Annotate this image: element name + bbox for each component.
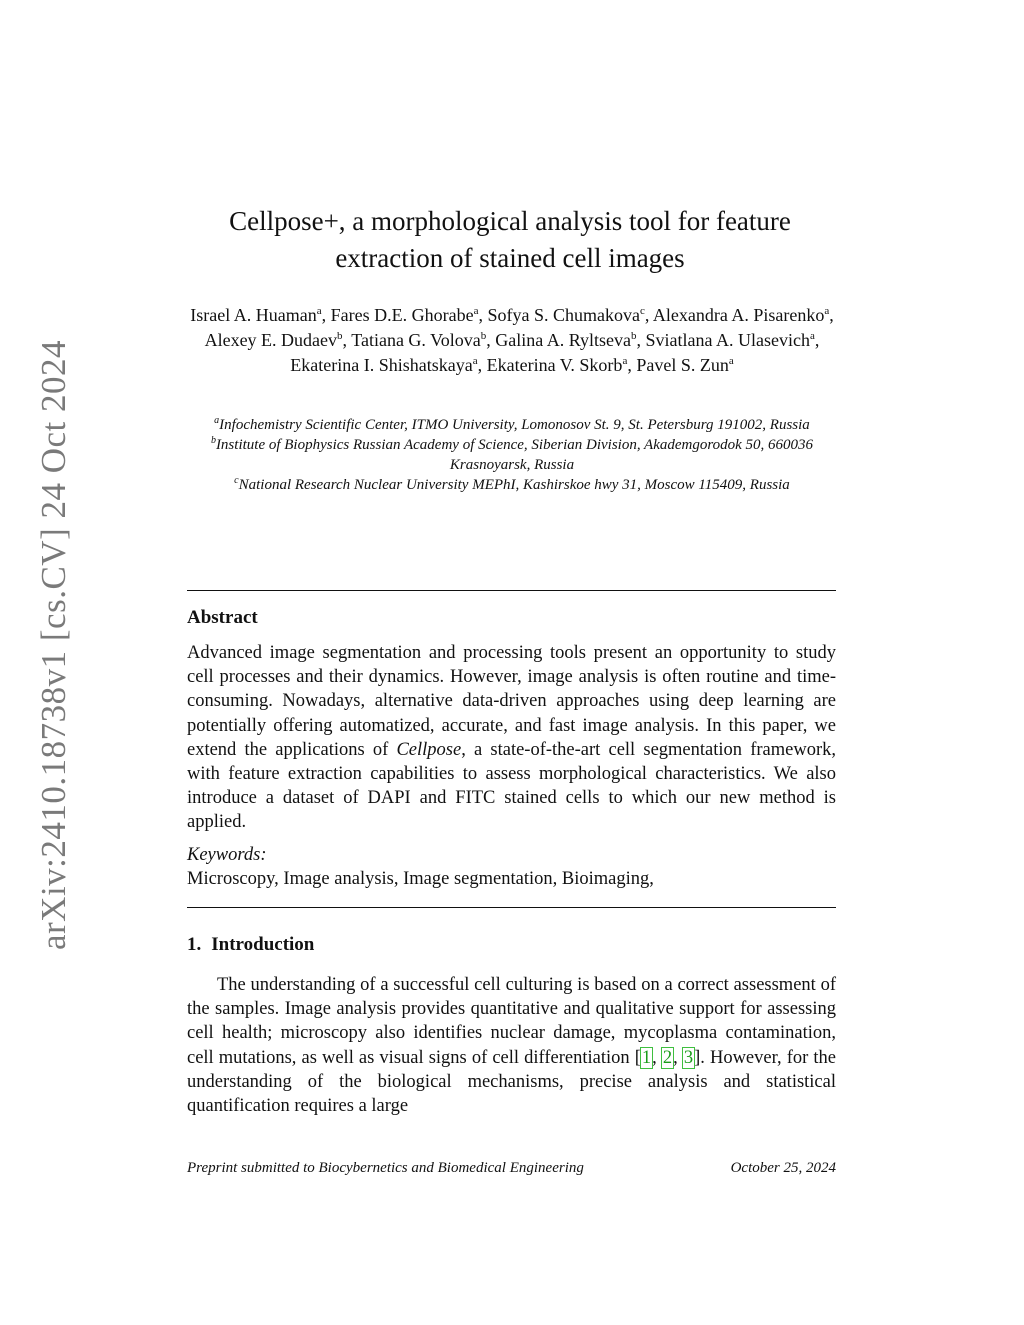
author-list [180,303,844,378]
top-divider [187,590,836,591]
footer-preprint-note: Preprint submitted to Biocybernetics and Biomedical Engineering [187,1160,584,1176]
title-line-2: extraction of stained cell images [335,243,685,273]
affiliation-list [180,415,844,495]
citation-link[interactable]: 2 [662,1047,673,1068]
keywords-label: Keywords: [187,845,267,865]
bottom-divider [187,907,836,908]
author: Sviatlana A. Ulasevich$^a$, [645,330,820,350]
cellpose-emphasis: Cellpose [396,739,462,760]
author: Pavel S. Zun$^a$ [636,355,734,375]
author: Tatiana G. Volova$^b$, [351,330,496,350]
author: Israel A. Huaman$^a$, [190,305,331,325]
section-heading-introduction: 1. Introduction [187,934,315,955]
author: Alexey E. Dudaev$^b$, [204,330,352,350]
abstract-body: Advanced image segmentation and processing tools present an opportunity to study cell processes and their dynamics. However, image analysis is often routine and time-consuming. Nowadays, alternative data-driven approaches using deep learning are potentially offering automatized, accurate, and fast image analysis. In this paper, we extend the applications of Cellpose, a state-of-the-art cell segmentation framework, with feature extraction capabilities to assess morphological characteristics. We also introduce a dataset of DAPI and FITC stained cells to which our new method is applied. [187,643,836,833]
abstract-heading: Abstract [187,607,258,628]
affiliation: $^b$Institute of Biophysics Russian Academy of Science, Siberian Division, Akademgorodok 50, 660036 Krasnoyarsk, Russia [210,435,814,473]
introduction-body: The understanding of a successful cell culturing is based on a correct assessment of the samples. Image analysis provides quantitative and qualitative support for assessing cell health; microscopy also identifies nuclear damage, mycoplasma contamination, cell mutations, as well as visual signs of cell differentiation [1, 2, 3]. However, for the understanding of the biological mechanisms, precise analysis and statistical quantification requires a large [187,975,837,1117]
author: Ekaterina V. Skorb$^a$, [486,355,637,375]
author: Galina A. Ryltseva$^b$, [495,330,646,350]
author: Fares D.E. Ghorabe$^a$, [330,305,488,325]
author: Sofya S. Chumakova$^c$, [487,305,653,325]
arxiv-identifier: arXiv:2410.18738v1 [cs.CV] 24 Oct 2024 [34,339,73,951]
footer-date: October 25, 2024 [730,1160,836,1176]
title-line-1: Cellpose+, a morphological analysis tool for feature [229,206,791,236]
citation-link[interactable]: 3 [683,1047,694,1068]
author: Alexandra A. Pisarenko$^a$, [652,305,834,325]
affiliation: $^c$National Research Nuclear University MEPhI, Kashirskoe hwy 31, Moscow 115409, Russia [234,475,790,493]
paper-title [160,203,860,277]
author: Ekaterina I. Shishatskaya$^a$, [290,355,487,375]
citation-link[interactable]: 1 [641,1047,652,1068]
affiliation: $^a$Infochemistry Scientific Center, ITMO University, Lomonosov St. 9, St. Petersburg 191002, Russia [214,415,810,433]
keywords-list: Microscopy, Image analysis, Image segmentation, Bioimaging, [187,869,654,889]
